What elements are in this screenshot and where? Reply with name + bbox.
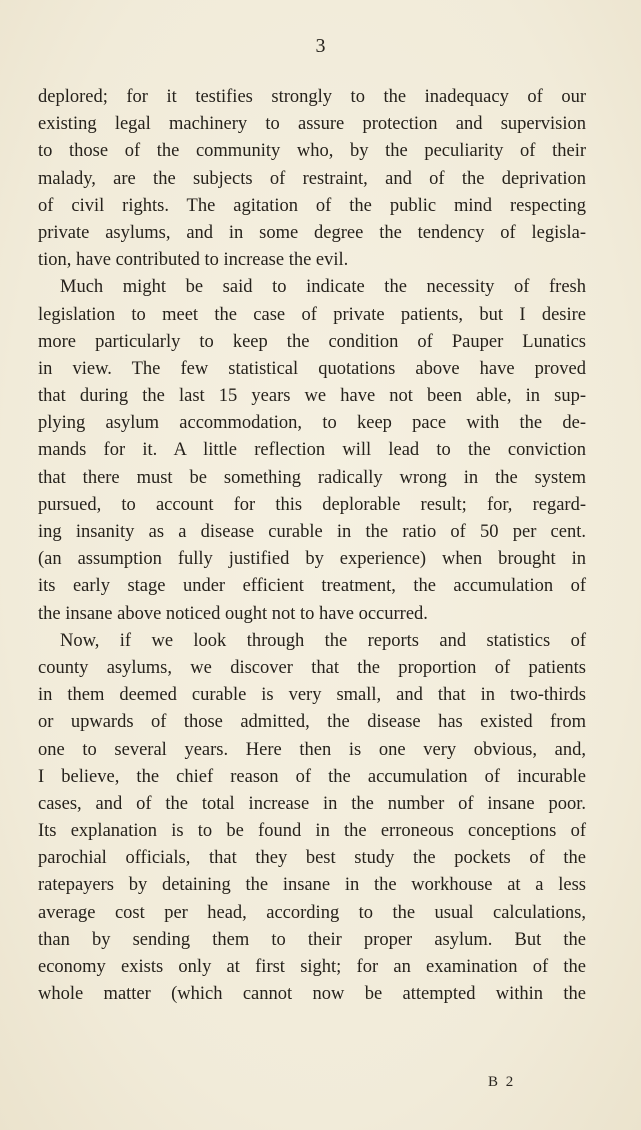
text-line: Now, if we look through the reports and statistics of [60, 630, 586, 651]
text-line: that during the last 15 years we have not been able, in sup- [38, 386, 586, 407]
text-line: ratepayers by detaining the insane in the workhouse at a less [38, 875, 586, 896]
text-line: whole matter (which cannot now be attempted within the [38, 984, 586, 1005]
text-line: pursued, to account for this deplorable result; for, regard- [38, 494, 586, 515]
text-line: tion, have contributed to increase the evil. [38, 250, 349, 271]
text-line: its early stage under efficient treatment, the accumulation of [38, 576, 586, 597]
text-line: or upwards of those admitted, the disease has existed from [38, 712, 586, 733]
text-line: existing legal machinery to assure protection and supervision [38, 114, 586, 135]
text-line: mands for it. A little reflection will lead to the conviction [38, 440, 586, 461]
page-number: 3 [315, 35, 326, 57]
text-line: county asylums, we discover that the proportion of patients [38, 657, 586, 678]
text-line: in view. The few statistical quotations above have proved [38, 358, 586, 379]
text-line: that there must be something radically wrong in the system [38, 467, 586, 488]
text-line: to those of the community who, by the peculiarity of their [38, 141, 586, 162]
text-line: malady, are the subjects of restraint, and of the deprivation [38, 168, 586, 189]
text-line: Its explanation is to be found in the erroneous conceptions of [38, 821, 586, 842]
text-line: private asylums, and in some degree the tendency of legisla- [38, 222, 586, 243]
text-line: legislation to meet the case of private patients, but I desire [38, 304, 586, 325]
text-line: than by sending them to their proper asylum. But the [38, 929, 586, 950]
text-line: in them deemed curable is very small, and that in two-thirds [38, 685, 586, 706]
text-line: of civil rights. The agitation of the public mind respecting [38, 195, 586, 216]
text-line: ing insanity as a disease curable in the ratio of 50 per cent. [38, 522, 586, 542]
text-line: more particularly to keep the condition of Pauper Lunatics [38, 331, 586, 352]
text-line: average cost per head, according to the usual calculations, [38, 902, 586, 923]
text-line: plying asylum accommodation, to keep pace with the de- [38, 413, 586, 434]
text-line: one to several years. Here then is one very obvious, and, [38, 739, 586, 760]
text-line: cases, and of the total increase in the number of insane poor. [38, 793, 586, 814]
body-text [38, 84, 586, 1008]
text-line: parochial officials, that they best study the pockets of the [38, 848, 586, 869]
text-line: (an assumption fully justified by experience) when brought in [38, 549, 586, 570]
text-line: I believe, the chief reason of the accumulation of incurable [38, 766, 586, 787]
text-line: deplored; for it testifies strongly to the inadequacy of our [38, 87, 586, 107]
text-line: economy exists only at first sight; for an examination of the [38, 957, 586, 977]
signature-mark: B 2 [488, 1074, 516, 1090]
text-line: Much might be said to indicate the necessity of fresh [60, 277, 586, 298]
text-line: the insane above noticed ought not to have occurred. [38, 603, 428, 624]
